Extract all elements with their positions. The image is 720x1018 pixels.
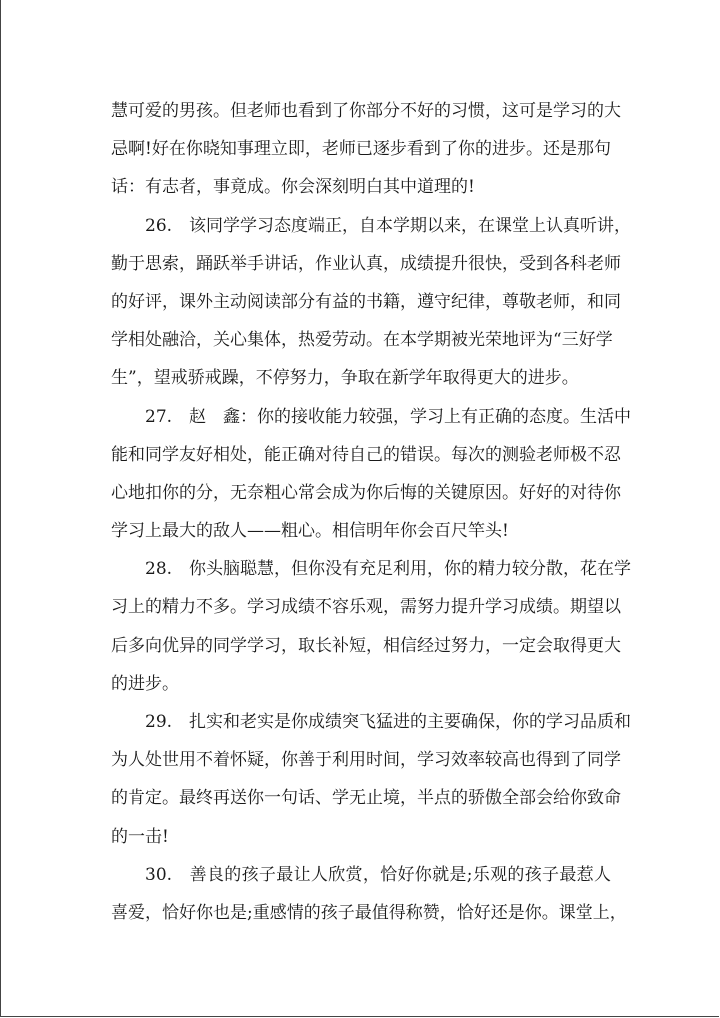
text-line: 为人处世用不着怀疑，你善于利用时间，学习效率较高也得到了同学 xyxy=(111,750,621,771)
paragraph-28 xyxy=(111,550,632,703)
text-line: 习上的精力不多。学习成绩不容乐观，需努力提升学习成绩。期望以 xyxy=(111,597,621,618)
text-line: 心地扣你的分，无奈粗心常会成为你后悔的关键原因。好好的对待你 xyxy=(111,482,621,503)
text-line: 生”，望戒骄戒躁，不停努力，争取在新学年取得更大的进步。 xyxy=(111,368,579,389)
text-line: 忌啊!好在你晓知事理立即，老师已逐步看到了你的进步。还是那句 xyxy=(111,139,611,160)
text-line: 慧可爱的男孩。但老师也看到了你部分不好的习惯，这可是学习的大 xyxy=(111,101,621,121)
text-line: 26. 该同学学习态度端正，自本学期以来，在课堂上认真听讲， xyxy=(145,215,632,236)
text-line: 的肯定。最终再送你一句话、学无止境，半点的骄傲全部会给你致命 xyxy=(111,788,621,809)
text-line: 能和同学友好相处，能正确对待自己的错误。每次的测验老师极不忍 xyxy=(111,444,621,465)
text-line: 的一击! xyxy=(111,826,169,847)
text-line: 30. 善良的孩子最让人欣赏，恰好你就是;乐观的孩子最惹人 xyxy=(145,864,611,885)
text-line: 话：有志者，事竟成。你会深刻明白其中道理的! xyxy=(111,177,475,198)
paragraph-26 xyxy=(111,207,632,398)
text-line: 学相处融洽，关心集体，热爱劳动。在本学期被光荣地评为“三好学 xyxy=(111,330,613,351)
paragraph-30 xyxy=(111,856,627,932)
text-line: 29. 扎实和老实是你成绩突飞猛进的主要确保，你的学习品质和 xyxy=(145,712,632,732)
text-line: 后多向优异的同学学习，取长补短，相信经过努力，一定会取得更大 xyxy=(111,635,621,656)
text-line: 27. 赵 鑫：你的接收能力较强，学习上有正确的态度。生活中 xyxy=(145,406,632,427)
document-body xyxy=(111,92,632,932)
text-line: 的好评，课外主动阅读部分有益的书籍，遵守纪律，尊敬老师，和同 xyxy=(111,291,621,312)
text-line: 学习上最大的敌人——粗心。相信明年你会百尺竿头! xyxy=(111,521,509,542)
paragraph-25-continuation xyxy=(111,92,621,207)
text-line: 喜爱，恰好你也是;重感情的孩子最值得称赞，恰好还是你。课堂上， xyxy=(111,902,627,923)
paragraph-27 xyxy=(111,398,632,551)
text-line: 28. 你头脑聪慧，但你没有充足利用，你的精力较分散，花在学 xyxy=(145,559,632,580)
text-line: 勤于思索，踊跃举手讲话，作业认真，成绩提升很快，受到各科老师 xyxy=(111,253,621,274)
paragraph-29 xyxy=(111,703,632,856)
text-line: 的进步。 xyxy=(111,673,179,694)
